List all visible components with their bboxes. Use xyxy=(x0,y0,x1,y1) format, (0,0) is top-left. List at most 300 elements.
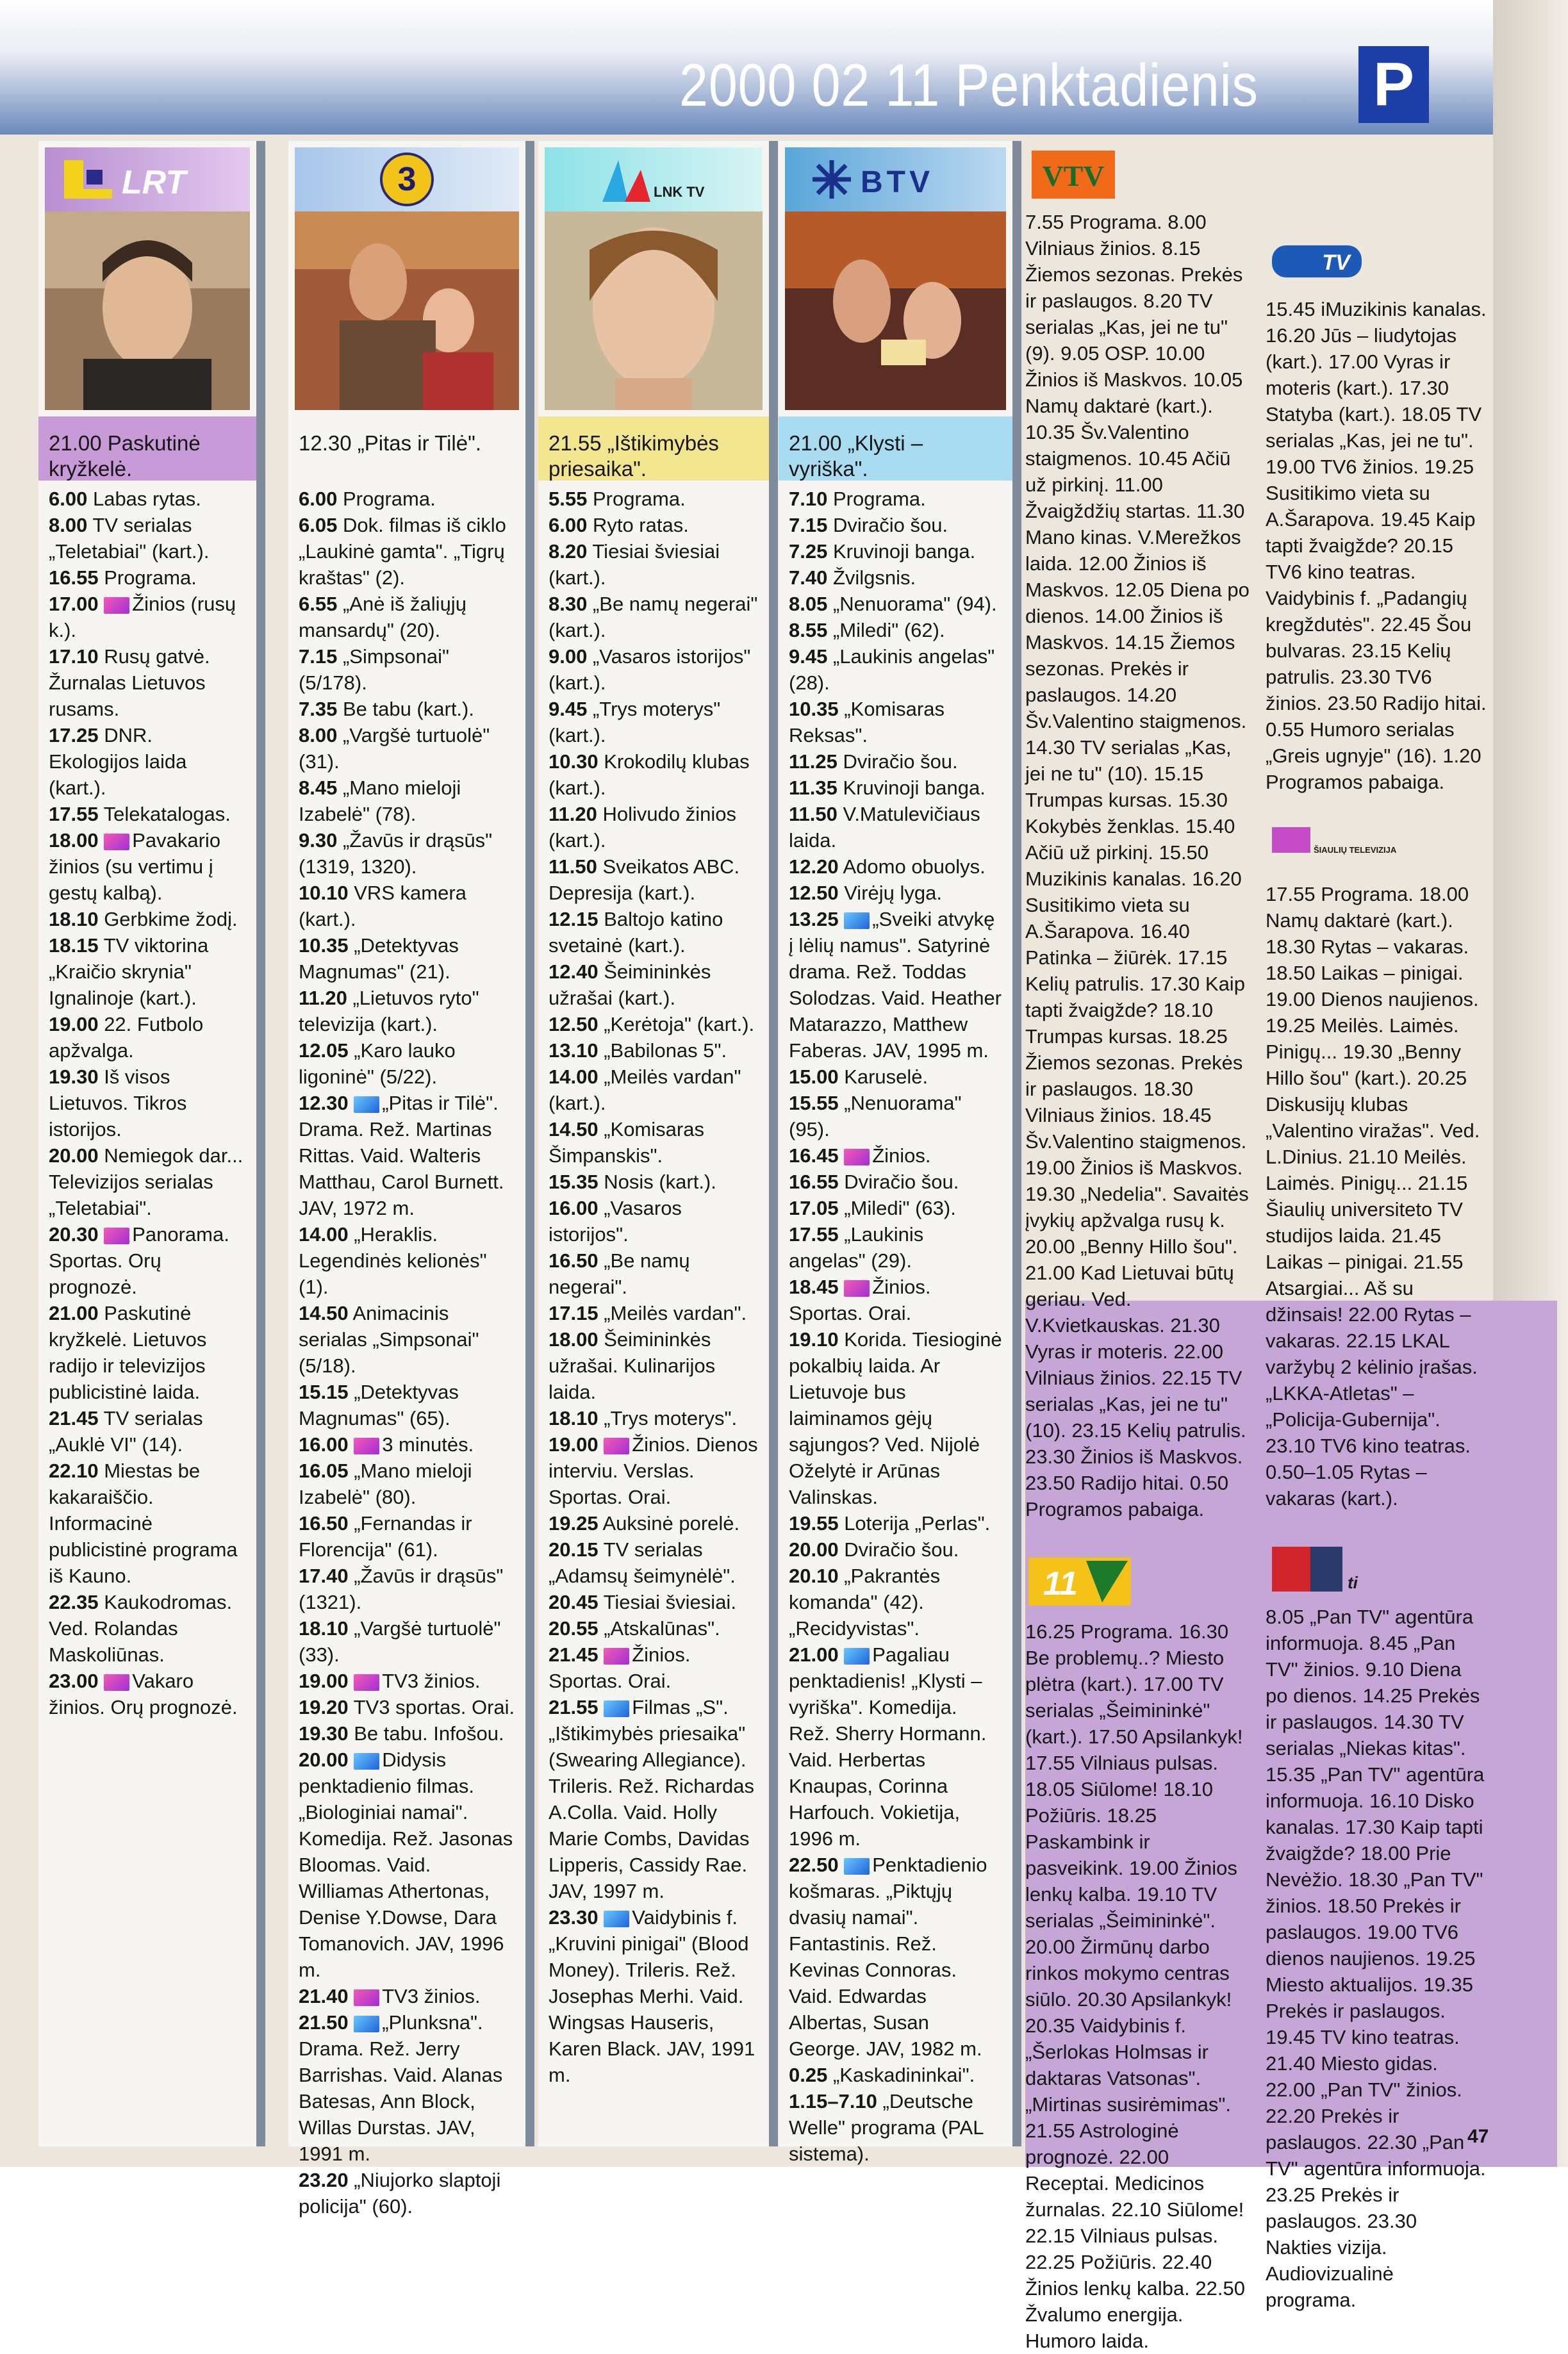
schedule-title: Iš visos Lietuvos. Tikros istorijos. xyxy=(49,1066,187,1140)
schedule-time: 17.10 xyxy=(49,645,99,668)
artv-logo-text: TV xyxy=(1322,251,1350,275)
schedule-time: 18.45 xyxy=(789,1276,839,1298)
lnk-schedule-item xyxy=(549,1405,759,1431)
schedule-time: 12.50 xyxy=(549,1013,598,1035)
pantv-schedule: 8.05 „Pan TV" agentūra informuoja. 8.45 „Pan TV" žinios. 9.10 Diena po dienos. 14.25 Prekės ir paslaugos. 14.30 TV serialas „Niekas kitas". 15.35 „Pan TV" agentūra informuoja. 16.10 Disko kanalas. 17.30 Kaip tapti žvaigžde? 18.00 Prie Nevėžio. 18.30 „Pan TV" žinios. 18.50 Prekės ir paslaugos. 19.00 TV6 dienos naujienos. 19.25 Miesto aktualijos. 19.35 Prekės ir paslaugos. 19.45 TV kino teatras. 21.40 Miesto gidas. 22.00 „Pan TV" žinios. 22.20 Prekės ir paslaugos. 22.30 „Pan TV" agentūra informuoja. 23.25 Prekės ir paslaugos. 23.30 Nakties vizija. Audiovizualinė programa. xyxy=(1266,1606,1486,2311)
schedule-title: „Vasaros istorijos" (kart.). xyxy=(549,645,751,694)
schedule-time: 12.20 xyxy=(789,855,839,878)
tv3-schedule-item xyxy=(299,1300,515,1379)
schedule-title: Dviračio šou. xyxy=(827,514,948,536)
schedule-time: 18.10 xyxy=(549,1407,598,1429)
schedule-time: 18.10 xyxy=(299,1617,349,1640)
schedule-title: Vakaro žinios. Orų prognozė. xyxy=(49,1670,238,1718)
lrt-schedule-item xyxy=(49,1011,246,1064)
schedule-title: TV3 sportas. Orai. xyxy=(348,1696,515,1718)
weekday-letter-badge: P xyxy=(1358,46,1429,123)
schedule-title: „Meilės vardan". xyxy=(598,1302,747,1324)
schedule-time: 12.30 xyxy=(299,1092,349,1114)
lnk-schedule-item xyxy=(549,906,759,959)
schedule-title: „Mano mieloji Izabelė" (80). xyxy=(299,1460,472,1508)
schedule-title: Pagaliau penktadienis! „Klysti – vyriška". Komedija. Rež. Sherry Hormann. Vaid. Herbertas Knaupas, Corinna Harfouch. Vokietija, 1996 m. xyxy=(789,1643,987,1850)
schedule-time: 22.35 xyxy=(49,1591,99,1613)
schedule-time: 23.20 xyxy=(299,2169,349,2191)
schedule-time: 22.10 xyxy=(49,1460,99,1482)
schedule-title: TV serialas „Adamsų šeimynėlė". xyxy=(549,1538,736,1587)
schedule-time: 18.00 xyxy=(49,829,99,852)
schedule-title: „Vasaros istorijos". xyxy=(549,1197,682,1246)
tv3-schedule xyxy=(288,481,525,2219)
schedule-time: 17.00 xyxy=(49,593,99,615)
lnk-logo xyxy=(545,147,763,211)
schedule-time: 17.05 xyxy=(789,1197,839,1219)
lrt-schedule xyxy=(38,481,256,1720)
schedule-time: 12.05 xyxy=(299,1039,349,1062)
schedule-time: 10.30 xyxy=(549,750,598,773)
lnk-schedule-item xyxy=(549,1011,759,1037)
schedule-time: 9.30 xyxy=(299,829,338,852)
lnk-schedule-item xyxy=(549,1326,759,1405)
tv3-schedule-item xyxy=(299,1747,515,1983)
schedule-time: 19.00 xyxy=(49,1013,99,1035)
lnk-schedule-item xyxy=(549,1615,759,1642)
schedule-time: 21.45 xyxy=(49,1407,99,1429)
schedule-title: Programa. xyxy=(98,566,197,589)
tv3-schedule-item xyxy=(299,932,515,985)
schedule-title: V.Matulevičiaus laida. xyxy=(789,803,980,852)
schedule-title: Vaidybinis f. „Kruvini pinigai" (Blood Money). Trileris. Rež. Josephas Merhi. Vaid. Wingsas Hauseris, Karen Black. JAV, 1991 m. xyxy=(549,1906,755,2086)
artv-logo xyxy=(1266,229,1487,293)
btv-logo xyxy=(785,147,1006,211)
schedule-title: TV serialas „Teletabiai" (kart.). xyxy=(49,514,210,563)
lnk-schedule-item xyxy=(549,1510,759,1536)
schedule-title: Be tabu (kart.). xyxy=(337,698,474,720)
schedule-time: 12.15 xyxy=(549,908,598,930)
film-icon xyxy=(604,1700,629,1717)
lrt-highlight: 21.00 Paskutinė kryžkelė. xyxy=(38,416,256,481)
lrt-schedule-item xyxy=(49,1221,246,1300)
schedule-title: „Detektyvas Magnumas" (65). xyxy=(299,1381,459,1429)
lrt-schedule-item xyxy=(49,643,246,722)
btv-schedule-item xyxy=(789,2062,1002,2088)
schedule-time: 16.50 xyxy=(299,1512,349,1535)
siauliu-schedule: 17.55 Programa. 18.00 Namų daktarė (kart.). 18.30 Rytas – vakaras. 18.50 Laikas – pinigai. 19.00 Dienos naujienos. 19.25 Meilės. Laimės. Pinigų... 19.30 „Benny Hillo šou" (kart.). 20.25 Diskusijų klubas „Valentino viražas". Ved. L.Dinius. 21.10 Meilės. Laimės. Pinigų... 21.15 Šiaulių universiteto TV studijos laida. 21.45 Laikas – pinigai. 21.55 Atsargiai... Aš su džinsais! 22.00 Rytas – vakaras. 22.15 LKAL varžybų 2 kėlinio įrašas. „LKKA-Atletas" – „Policija-Gubernija". 23.10 TV6 kino teatras. 0.50–1.05 Rytas – vakaras (kart.). xyxy=(1266,883,1480,1510)
schedule-time: 8.20 xyxy=(549,540,588,563)
btv-schedule-item xyxy=(789,1274,1002,1326)
tv3-schedule-item xyxy=(299,1668,515,1694)
lrt-schedule-item xyxy=(49,1668,246,1720)
lrt-schedule-item xyxy=(49,512,246,564)
schedule-time: 11.20 xyxy=(299,987,347,1009)
schedule-time: 18.15 xyxy=(49,934,99,957)
news-icon xyxy=(354,1438,379,1454)
schedule-time: 14.00 xyxy=(549,1066,598,1088)
schedule-title: „Mano mieloji Izabelė" (78). xyxy=(299,777,461,825)
schedule-title: „Miledi" (62). xyxy=(827,619,945,641)
schedule-time: 12.40 xyxy=(549,960,598,983)
schedule-title: Programa. xyxy=(587,488,686,510)
news-icon xyxy=(844,1149,870,1165)
schedule-title: „Karo lauko ligoninė" (5/22). xyxy=(299,1039,456,1088)
tv3-schedule-item xyxy=(299,1458,515,1510)
schedule-time: 19.55 xyxy=(789,1512,839,1535)
schedule-title: Kruvinoji banga. xyxy=(827,540,976,563)
schedule-time: 20.55 xyxy=(549,1617,598,1640)
schedule-title: „Simpsonai" (5/178). xyxy=(299,645,450,694)
channel-column-lnk xyxy=(538,141,778,2146)
schedule-title: Šeimininkės užrašai. Kulinarijos laida. xyxy=(549,1328,716,1403)
schedule-title: Paskutinė kryžkelė. Lietuvos radijo ir televizijos publicistinė laida. xyxy=(49,1302,207,1403)
schedule-time: 1.15–7.10 xyxy=(789,2090,877,2112)
tv3-photo xyxy=(295,211,519,410)
film-icon xyxy=(354,1096,379,1113)
schedule-time: 18.10 xyxy=(49,908,99,930)
btv-schedule-item xyxy=(789,1536,1002,1563)
schedule-time: 15.35 xyxy=(549,1171,598,1193)
schedule-time: 6.55 xyxy=(299,593,338,615)
schedule-title: TV serialas „Auklė VI" (14). xyxy=(49,1407,203,1456)
schedule-title: „Sveiki atvykę į lėlių namus". Satyrinė drama. Rež. Toddas Solodzas. Vaid. Heather Matarazzo, Matthew Faberas. JAV, 1995 m. xyxy=(789,908,1002,1062)
schedule-time: 22.50 xyxy=(789,1854,839,1876)
schedule-time: 17.15 xyxy=(549,1302,598,1324)
lnk-schedule-item xyxy=(549,1116,759,1169)
schedule-title: Didysis penktadienio filmas. „Biologiniai namai". Komedija. Rež. Jasonas Bloomas. Vaid. Williamas Athertonas, Denise Y.Dowse, Dara Tomanovich. JAV, 1996 m. xyxy=(299,1749,513,1981)
schedule-title: Panorama. Sportas. Orų prognozė. xyxy=(49,1223,229,1298)
schedule-time: 7.10 xyxy=(789,488,828,510)
lnk-schedule-item xyxy=(549,1169,759,1195)
tv3-schedule-item xyxy=(299,486,515,512)
siauliu-logo-text: ŠIAULIŲ TELEVIZIJA xyxy=(1314,845,1397,855)
schedule-time: 16.55 xyxy=(49,566,99,589)
schedule-time: 6.05 xyxy=(299,514,338,536)
schedule-time: 5.55 xyxy=(549,488,588,510)
schedule-title: „Anė iš žaliųjų mansardų" (20). xyxy=(299,593,466,641)
channel-column-right xyxy=(1266,133,1487,2313)
schedule-title: Žinios (rusų k.). xyxy=(49,593,236,641)
lrt-schedule-item xyxy=(49,801,246,827)
schedule-title: Nemiegok dar... Televizijos serialas „Teletabiai". xyxy=(49,1144,243,1219)
tv3-highlight: 12.30 „Pitas ir Tilė". xyxy=(288,416,525,481)
vtv-logo xyxy=(1025,141,1250,205)
tv3-schedule-item xyxy=(299,2009,515,2167)
schedule-title: Filmas „S". „Ištikimybės priesaika" (Swearing Allegiance). Trileris. Rež. Richardas A.Colla. Vaid. Holly Marie Combs, Davidas Lipperis, Cassidy Rae. JAV, 1997 m. xyxy=(549,1696,754,1902)
channel-column-btv xyxy=(779,141,1021,2165)
schedule-title: Gerbkime žodį. xyxy=(98,908,238,930)
lrt-photo xyxy=(45,211,250,410)
schedule-title: „Meilės vardan" (kart.). xyxy=(549,1066,741,1114)
schedule-title: Rusų gatvė. Žurnalas Lietuvos rusams. xyxy=(49,645,210,720)
schedule-title: Sveikatos ABC. Depresija (kart.). xyxy=(549,855,740,904)
tv3-schedule-item xyxy=(299,2167,515,2219)
schedule-time: 10.10 xyxy=(299,882,349,904)
btv-schedule-item xyxy=(789,591,1002,617)
schedule-time: 20.15 xyxy=(549,1538,598,1561)
film-icon xyxy=(844,1648,870,1665)
news-icon xyxy=(104,597,129,614)
schedule-title: „Be namų negerai". xyxy=(549,1249,690,1298)
schedule-title: Be tabu. Infošou. xyxy=(348,1722,504,1745)
lnk-schedule-item xyxy=(549,959,759,1011)
lnk-schedule-item xyxy=(549,1431,759,1510)
schedule-time: 16.55 xyxy=(789,1171,839,1193)
schedule-title: Ryto ratas. xyxy=(587,514,689,536)
lnk-logo-text: LNK TV xyxy=(654,184,705,200)
schedule-title: „Nenuorama" (95). xyxy=(789,1092,962,1140)
lrt-logo-icon xyxy=(51,154,243,205)
schedule-time: 20.45 xyxy=(549,1591,598,1613)
schedule-time: 17.55 xyxy=(789,1223,839,1246)
lrt-schedule-item xyxy=(49,591,246,643)
btv-schedule-item xyxy=(789,1169,1002,1195)
schedule-time: 8.00 xyxy=(299,724,338,746)
film-icon xyxy=(844,1858,870,1875)
lrt-logo xyxy=(45,147,250,211)
btv-schedule-item xyxy=(789,1642,1002,1852)
artv-schedule: 15.45 iMuzikinis kanalas. 16.20 Jūs – liudytojas (kart.). 17.00 Vyras ir moteris (kart.). 17.30 Statyba (kart.). 18.05 TV serialas „Kas, jei ne tu". 19.00 TV6 žinios. 19.25 Susitikimo vieta su A.Šarapova. 19.45 Kaip tapti žvaigžde? 20.15 TV6 kino teatras. Vaidybinis f. „Padangių kregždutės". 22.45 Šou bulvaras. 23.15 Kelių patrulis. 23.30 TV6 žinios. 23.50 Radijo hitai. 0.55 Humoro serialas „Greis ugnyje" (16). 1.20 Programos pabaiga. xyxy=(1266,298,1487,793)
schedule-title: „Žavūs ir drąsūs" (1319, 1320). xyxy=(299,829,493,878)
page-number: 47 xyxy=(1467,2126,1489,2147)
tv3-schedule-item xyxy=(299,1090,515,1221)
lrt-schedule-item xyxy=(49,932,246,1011)
schedule-title: Žinios. Sportas. Orai. xyxy=(789,1276,931,1324)
news-icon xyxy=(104,1674,129,1691)
schedule-time: 23.30 xyxy=(549,1906,598,1929)
schedule-title: Miestas be kakaraiščio. Informacinė publicistinė programa iš Kauno. xyxy=(49,1460,238,1587)
schedule-time: 7.25 xyxy=(789,540,828,563)
schedule-time: 7.15 xyxy=(789,514,828,536)
schedule-time: 8.45 xyxy=(299,777,338,799)
schedule-time: 14.00 xyxy=(299,1223,349,1246)
schedule-title: Virėjų lyga. xyxy=(838,882,942,904)
lnk-logo-icon xyxy=(590,151,718,208)
schedule-time: 8.00 xyxy=(49,514,88,536)
schedule-time: 11.50 xyxy=(789,803,838,825)
schedule-title: „Trys moterys" (kart.). xyxy=(549,698,721,746)
btv-logo-icon xyxy=(806,154,986,205)
lrt-schedule-item xyxy=(49,1589,246,1668)
lrt-schedule-item xyxy=(49,827,246,906)
schedule-time: 16.50 xyxy=(549,1249,598,1272)
lnk-schedule-item xyxy=(549,801,759,853)
news-icon xyxy=(604,1648,629,1665)
schedule-title: „Kaskadininkai". xyxy=(827,2064,975,2086)
schedule-title: Pavakario žinios (su vertimu į gestų kalbą). xyxy=(49,829,221,904)
film-icon xyxy=(844,912,870,929)
tv11-logo xyxy=(1025,1548,1250,1612)
btv-highlight: 21.00 „Klysti – vyriška". xyxy=(779,416,1012,481)
schedule-title: „Heraklis. Legendinės kelionės" (1). xyxy=(299,1223,487,1298)
btv-schedule-item xyxy=(789,2088,1002,2167)
artv-logo-icon xyxy=(1266,239,1368,284)
news-icon xyxy=(104,834,129,850)
lnk-schedule-item xyxy=(549,538,759,591)
schedule-time: 11.20 xyxy=(549,803,597,825)
tv3-schedule-item xyxy=(299,722,515,775)
btv-schedule-item xyxy=(789,1195,1002,1221)
btv-schedule-item xyxy=(789,1142,1002,1169)
schedule-title: „Komisaras Reksas". xyxy=(789,698,945,746)
schedule-title: Žinios. Dienos interviu. Verslas. Sportas. Orai. xyxy=(549,1433,758,1508)
schedule-title: „Plunksna". Drama. Rež. Jerry Barrishas. Vaid. Alanas Batesas, Ann Block, Willas Durstas. JAV, 1991 m. xyxy=(299,2011,503,2165)
schedule-title: „Vargšė turtuolė" (33). xyxy=(299,1617,501,1666)
lrt-logo-text: LRT xyxy=(122,164,186,201)
schedule-time: 20.00 xyxy=(789,1538,839,1561)
btv-logo-text: BTV xyxy=(860,165,934,199)
schedule-time: 14.50 xyxy=(299,1302,349,1324)
lrt-schedule-item xyxy=(49,906,246,932)
tv11-schedule: 16.25 Programa. 16.30 Be problemų..? Miesto plėtra (kart.). 17.00 TV serialas „Šeimininkė" (kart.). 17.50 Apsilankyk! 17.55 Vilniaus pulsas. 18.05 Siūlome! 18.10 Požiūris. 18.25 Paskambink ir pasveikink. 19.00 Žinios lenkų kalba. 19.10 TV serialas „Šeimininkė". 20.00 Žirmūnų darbo rinkos mokymo centras siūlo. 20.30 Apsilankyk! 20.35 Vaidybinis f. „Šerlokas Holmsas ir daktaras Vatsonas". „Mirtinas susirėmimas". 21.55 Astrologinė prognozė. 22.00 Receptai. Medicinos žurnalas. 22.10 Siūlome! 22.15 Vilniaus pulsas. 22.25 Požiūris. 22.40 Žinios lenkų kalba. 22.50 Žvalumo energija. Humoro laida. xyxy=(1025,1620,1245,2352)
schedule-title: TV viktorina „Kraičio skrynia" Ignalinoje (kart.). xyxy=(49,934,209,1009)
lnk-schedule-item xyxy=(549,1037,759,1064)
btv-schedule-item xyxy=(789,486,1002,512)
schedule-time: 9.45 xyxy=(549,698,588,720)
lrt-schedule-item xyxy=(49,722,246,801)
btv-schedule-item xyxy=(789,906,1002,1064)
tv3-schedule-item xyxy=(299,1720,515,1747)
vtv-schedule: 7.55 Programa. 8.00 Vilniaus žinios. 8.15 Žiemos sezonas. Prekės ir paslaugos. 8.20 TV serialas „Kas, jei ne tu" (9). 9.05 OSP. 10.00 Žinios iš Maskvos. 10.05 Namų daktarė (kart.). 10.35 Šv.Valentino staigmenos. 10.45 Ačiū už pirkinį. 11.00 Žvaigždžių startas. 11.30 Mano kinas. V.Merežkos laida. 12.00 Žinios iš Maskvos. 12.05 Diena po dienos. 14.00 Žinios iš Maskvos. 14.15 Žiemos sezonas. Prekės ir paslaugos. 14.20 Šv.Valentino staigmenos. 14.30 TV serialas „Kas, jei ne tu" (10). 15.15 Trumpas kursas. 15.30 Kokybės ženklas. 15.40 Ačiū už pirkinį. 15.50 Muzikinis kanalas. 16.20 Susitikimo vieta su A.Šarapova. 16.40 Patinka – žiūrėk. 17.15 Kelių patrulis. 17.30 Kaip tapti žvaigžde? 18.10 Trumpas kursas. 18.25 Žiemos sezonas. Prekės ir paslaugos. 18.30 Vilniaus žinios. 18.45 Šv.Valentino staigmenos. 19.00 Žinios iš Maskvos. 19.30 „Nedelia". Savaitės įvykių apžvalga rusų k. 20.00 „Benny Hillo šou". 21.00 Kad Lietuvai būtų geriau. Ved. V.Kvietkauskas. 21.30 Vyras ir moteris. 22.00 Vilniaus žinios. 22.15 TV serialas „Kas, jei ne tu" (10). 23.15 Kelių patrulis. 23.30 Žinios iš Maskvos. 23.50 Radijo hitai. 0.50 Programos pabaiga. xyxy=(1025,211,1250,1520)
tv3-schedule-item xyxy=(299,696,515,722)
schedule-title: „Kerėtoja" (kart.). xyxy=(598,1013,755,1035)
lrt-schedule-item xyxy=(49,1458,246,1589)
lnk-schedule-item xyxy=(549,1589,759,1615)
schedule-title: Baltojo katino svetainė (kart.). xyxy=(549,908,723,957)
schedule-title: Adomo obuolys. xyxy=(838,855,986,878)
btv-schedule-item xyxy=(789,643,1002,696)
tv3-schedule-item xyxy=(299,775,515,827)
schedule-time: 8.05 xyxy=(789,593,828,615)
schedule-title: „Komisaras Šimpanskis". xyxy=(549,1118,704,1167)
lrt-schedule-item xyxy=(49,564,246,591)
schedule-title: 3 minutės. xyxy=(382,1433,474,1456)
schedule-title: Žvilgsnis. xyxy=(827,566,916,589)
channel-column-lrt xyxy=(38,141,265,2146)
schedule-time: 21.50 xyxy=(299,2011,349,2034)
btv-schedule-item xyxy=(789,696,1002,748)
btv-schedule-item xyxy=(789,801,1002,853)
schedule-title: Kaukodromas. Ved. Rolandas Maskoliūnas. xyxy=(49,1591,233,1666)
tv3-schedule-item xyxy=(299,1221,515,1300)
schedule-time: 20.10 xyxy=(789,1565,839,1587)
btv-schedule-item xyxy=(789,538,1002,564)
schedule-time: 16.05 xyxy=(299,1460,349,1482)
schedule-time: 20.30 xyxy=(49,1223,99,1246)
btv-schedule-item xyxy=(789,1326,1002,1510)
lrt-schedule-item xyxy=(49,1142,246,1221)
schedule-time: 19.30 xyxy=(49,1066,99,1088)
btv-schedule-item xyxy=(789,564,1002,591)
schedule-title: „Lietuvos ryto" televizija (kart.). xyxy=(299,987,479,1035)
schedule-title: Penktadienio košmaras. „Piktųjų dvasių namai". Fantastinis. Rež. Kevinas Connoras. Vaid. Edwardas Albertas, Susan George. JAV, 1982 m. xyxy=(789,1854,987,2060)
schedule-title: Tiesiai šviesiai. xyxy=(598,1591,736,1613)
schedule-title: Nosis (kart.). xyxy=(598,1171,716,1193)
tv3-schedule-item xyxy=(299,1379,515,1431)
lnk-schedule-item xyxy=(549,1904,759,2088)
schedule-time: 14.50 xyxy=(549,1118,598,1140)
schedule-time: 21.45 xyxy=(549,1643,598,1666)
tv3-schedule-item xyxy=(299,1563,515,1615)
schedule-title: „Atskalūnas". xyxy=(598,1617,720,1640)
schedule-time: 19.25 xyxy=(549,1512,598,1535)
tv3-schedule-item xyxy=(299,591,515,643)
tv3-schedule-item xyxy=(299,512,515,591)
schedule-title: Tiesiai šviesiai (kart.). xyxy=(549,540,720,589)
schedule-title: „Babilonas 5". xyxy=(598,1039,727,1062)
schedule-time: 16.00 xyxy=(549,1197,598,1219)
tv3-logo-text: 3 xyxy=(397,161,417,198)
schedule-title: Šeimininkės užrašai (kart.). xyxy=(549,960,711,1009)
schedule-title: Krokodilų klubas (kart.). xyxy=(549,750,750,799)
schedule-time: 23.00 xyxy=(49,1670,99,1692)
film-icon xyxy=(604,1911,629,1927)
schedule-title: Programa. xyxy=(337,488,436,510)
schedule-title: „Laukinis angelas" (29). xyxy=(789,1223,924,1272)
pantv-logo xyxy=(1266,1537,1487,1601)
lnk-schedule-item xyxy=(549,853,759,906)
tv3-schedule-item xyxy=(299,1615,515,1668)
schedule-time: 9.45 xyxy=(789,645,828,668)
lrt-schedule-item xyxy=(49,1405,246,1458)
tv11-logo-text: 11 xyxy=(1043,1565,1078,1602)
schedule-title: Žinios. xyxy=(872,1144,931,1167)
schedule-title: „Žavūs ir drąsūs" (1321). xyxy=(299,1565,504,1613)
schedule-time: 16.45 xyxy=(789,1144,839,1167)
schedule-time: 11.50 xyxy=(549,855,597,878)
tv3-schedule-item xyxy=(299,1983,515,2009)
schedule-time: 8.30 xyxy=(549,593,588,615)
schedule-title: „Detektyvas Magnumas" (21). xyxy=(299,934,459,983)
lrt-schedule-item xyxy=(49,1300,246,1405)
lnk-schedule-item xyxy=(549,486,759,512)
lnk-schedule-item xyxy=(549,696,759,748)
schedule-time: 17.25 xyxy=(49,724,99,746)
schedule-time: 15.55 xyxy=(789,1092,839,1114)
schedule-title: Korida. Tiesioginė pokalbių laida. Ar Lietuvoje bus laiminamos gėjų sąjungos? Ved. Nijolė Oželytė ir Arūnas Valinskas. xyxy=(789,1328,1002,1508)
lnk-schedule-item xyxy=(549,748,759,801)
schedule-time: 13.25 xyxy=(789,908,839,930)
schedule-time: 19.00 xyxy=(549,1433,598,1456)
schedule-time: 19.20 xyxy=(299,1696,349,1718)
lrt-schedule-item xyxy=(49,486,246,512)
lnk-schedule-item xyxy=(549,1064,759,1116)
btv-schedule-item xyxy=(789,1064,1002,1090)
lnk-schedule-item xyxy=(549,512,759,538)
schedule-time: 10.35 xyxy=(299,934,349,957)
schedule-title: Dviračio šou. xyxy=(838,1538,959,1561)
news-icon xyxy=(354,1989,379,2006)
tv3-schedule-item xyxy=(299,985,515,1037)
lnk-photo xyxy=(545,211,763,410)
schedule-title: „Trys moterys". xyxy=(598,1407,738,1429)
schedule-time: 11.35 xyxy=(789,777,838,799)
siauliu-logo-icon xyxy=(1266,821,1397,872)
lnk-schedule-item xyxy=(549,591,759,643)
vtv-logo-icon xyxy=(1025,144,1121,202)
schedule-title: „Be namų negerai" (kart.). xyxy=(549,593,758,641)
btv-schedule-item xyxy=(789,617,1002,643)
schedule-time: 7.40 xyxy=(789,566,828,589)
pantv-logo-text: ti xyxy=(1348,1573,1358,1592)
schedule-time: 19.00 xyxy=(299,1670,349,1692)
lnk-schedule-item xyxy=(549,1300,759,1326)
pantv-logo-icon xyxy=(1266,1540,1362,1598)
film-icon xyxy=(354,1753,379,1770)
lnk-schedule-item xyxy=(549,1195,759,1247)
film-icon xyxy=(354,2016,379,2032)
btv-schedule-item xyxy=(789,775,1002,801)
btv-schedule-item xyxy=(789,1510,1002,1536)
lnk-schedule-item xyxy=(549,1694,759,1904)
tv3-schedule-item xyxy=(299,880,515,932)
schedule-time: 6.00 xyxy=(549,514,588,536)
